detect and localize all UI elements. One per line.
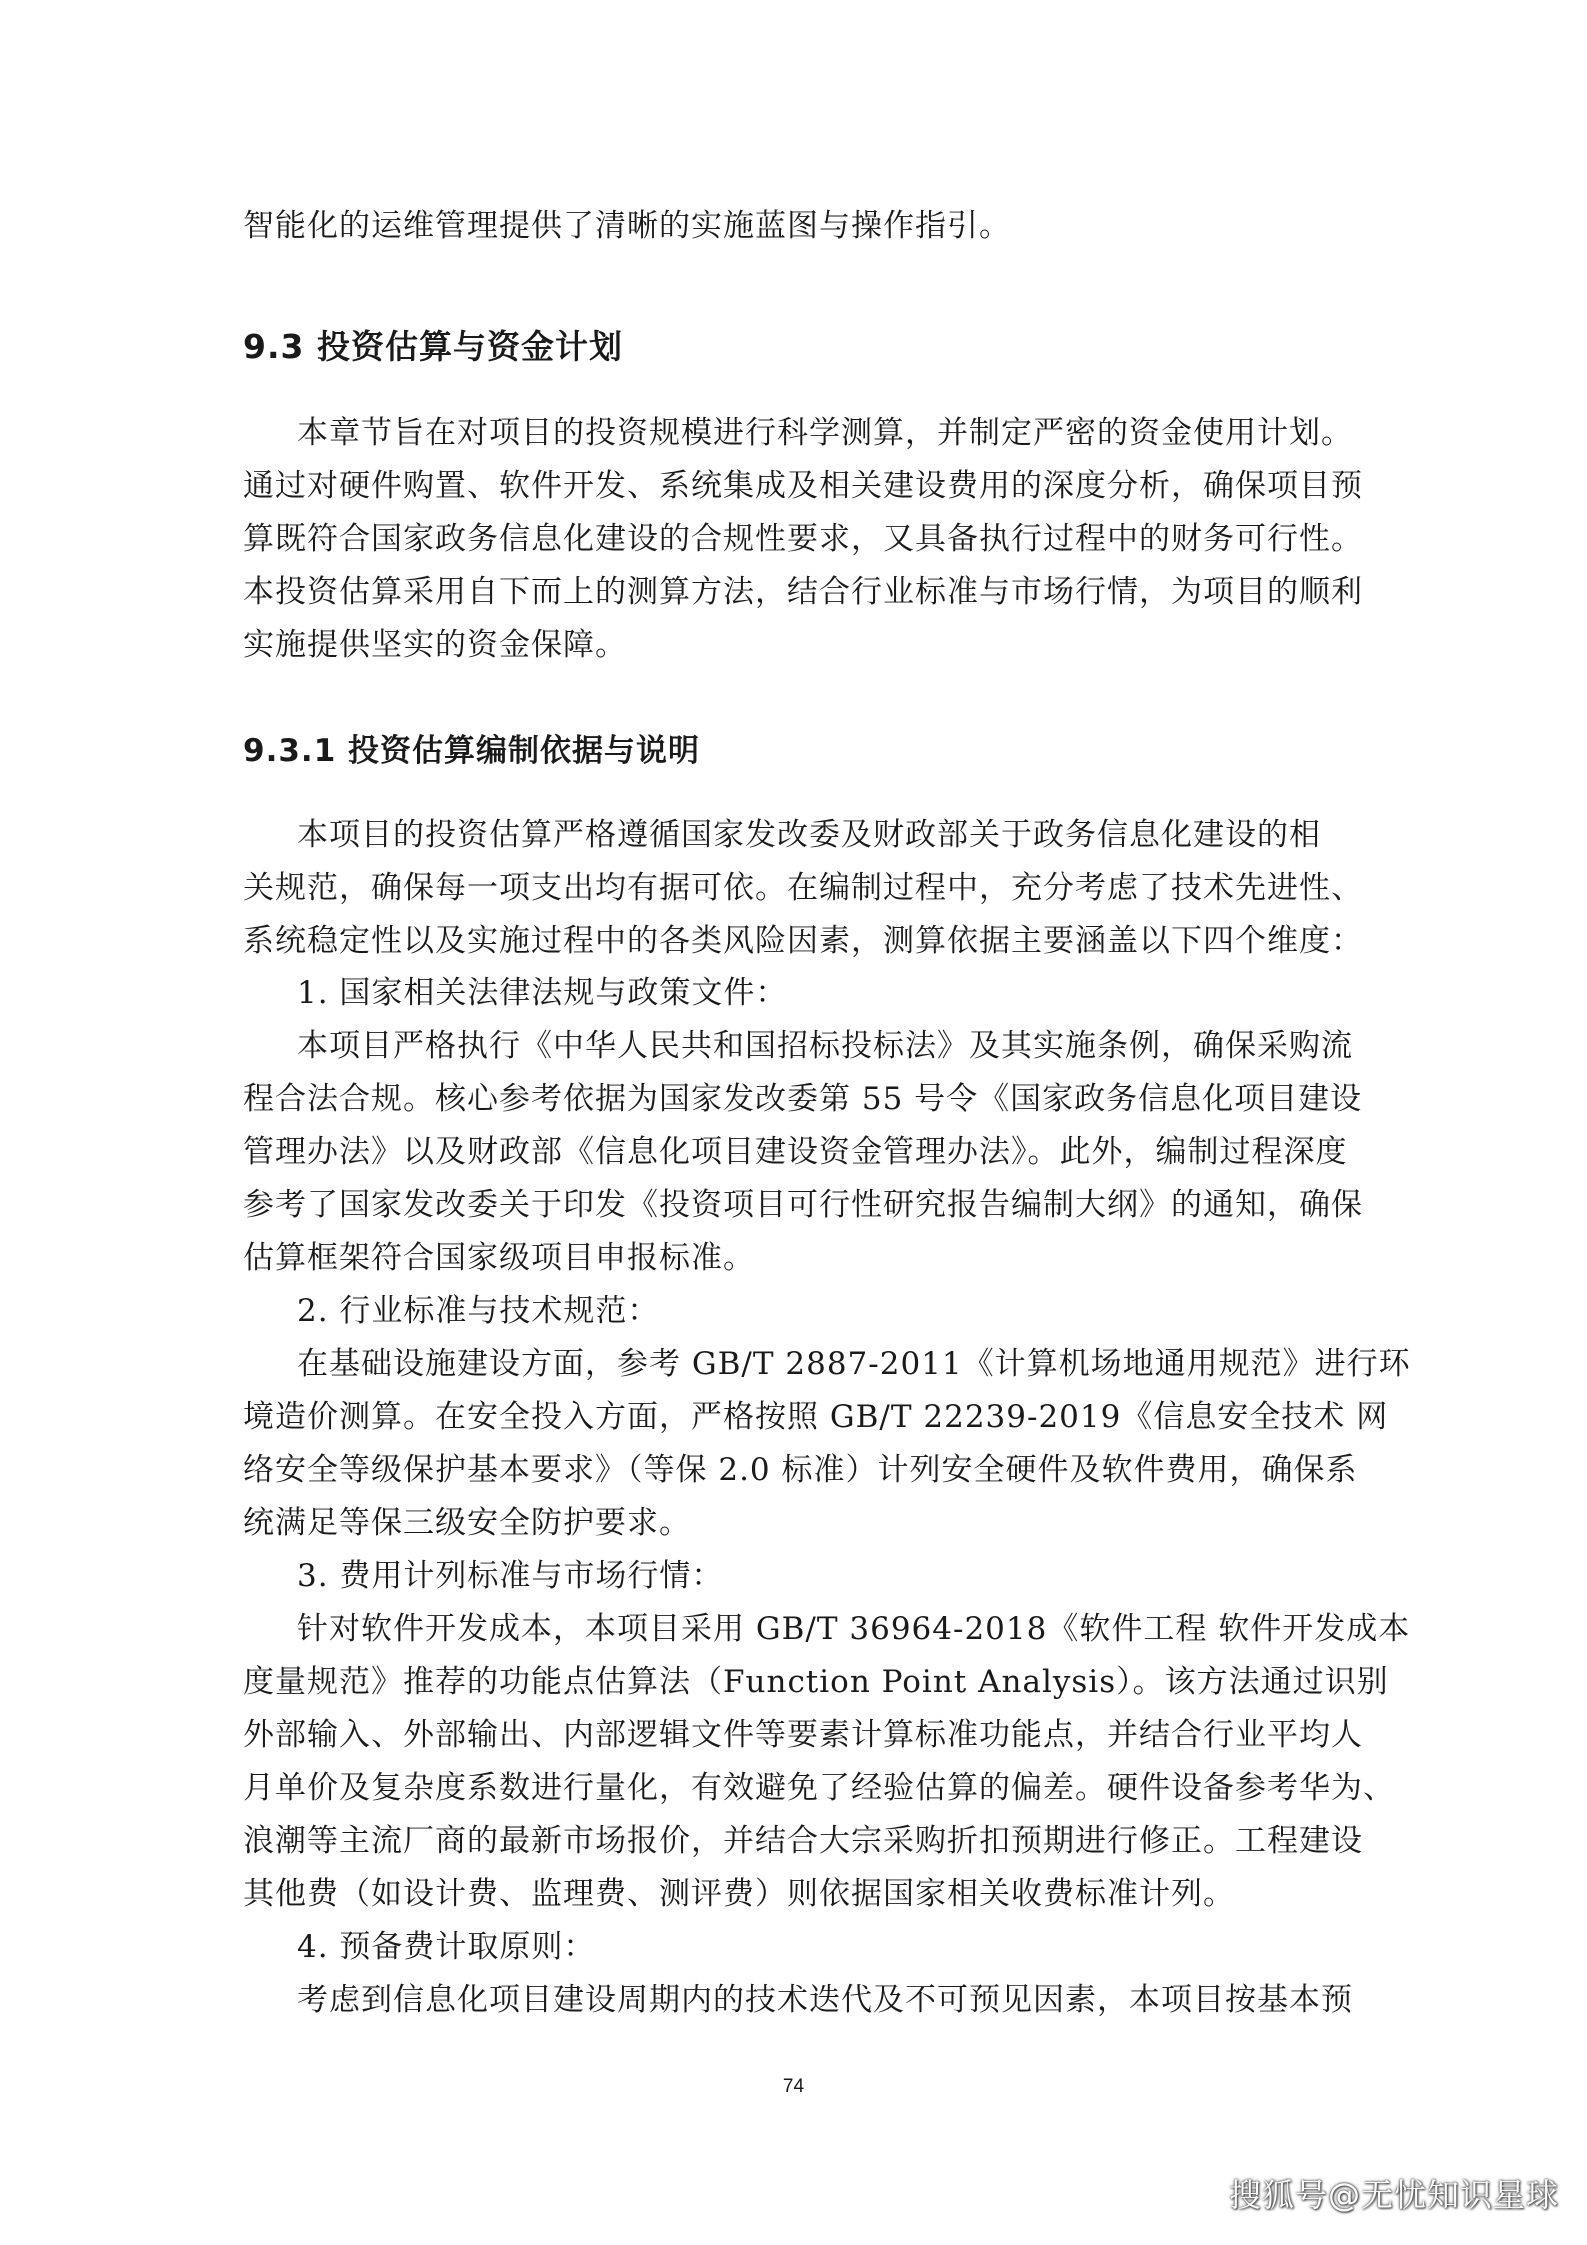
item-line: 程合法合规。核心参考依据为国家发改委第 55 号令《国家政务信息化项目建设: [243, 1081, 1363, 1117]
item-line: 其他费（如设计费、监理费、测评费）则依据国家相关收费标准计列。: [243, 1876, 1235, 1912]
paragraph-line: 实施提供坚实的资金保障。: [243, 627, 627, 663]
item-line: 外部输入、外部输出、内部逻辑文件等要素计算标准功能点，并结合行业平均人: [243, 1717, 1363, 1753]
paragraph-line: 关规范，确保每一项支出均有据可依。在编制过程中，充分考虑了技术先进性、: [243, 870, 1363, 906]
item-line: 管理办法》以及财政部《信息化项目建设资金管理办法》。此外，编制过程深度: [243, 1134, 1348, 1170]
item-line: 络安全等级保护基本要求》（等保 2.0 标准）计列安全硬件及软件费用，确保系: [243, 1452, 1358, 1488]
paragraph-line: 通过对硬件购置、软件开发、系统集成及相关建设费用的深度分析，确保项目预: [243, 468, 1363, 504]
item-line: 在基础设施建设方面，参考 GB/T 2887-2011《计算机场地通用规范》进行环: [297, 1346, 1411, 1382]
paragraph-line: 系统稳定性以及实施过程中的各类风险因素，测算依据主要涵盖以下四个维度：: [243, 923, 1363, 959]
item-line: 估算框架符合国家级项目申报标准。: [243, 1240, 755, 1276]
item-line: 度量规范》推荐的功能点估算法（Function Point Analysis）。该方法通过识别: [243, 1664, 1389, 1700]
item-line: 月单价及复杂度系数进行量化，有效避免了经验估算的偏差。硬件设备参考华为、: [243, 1770, 1395, 1806]
watermark: 搜狐号@无忧知识星球: [1228, 2176, 1559, 2214]
item-line: 浪潮等主流厂商的最新市场报价，并结合大宗采购折扣预期进行修正。工程建设: [243, 1823, 1363, 1859]
continuation-text: 智能化的运维管理提供了清晰的实施蓝图与操作指引。: [243, 208, 1011, 244]
item-line: 统满足等保三级安全防护要求。: [243, 1505, 691, 1541]
item-heading: 1. 国家相关法律法规与政策文件：: [297, 975, 788, 1011]
item-line: 针对软件开发成本，本项目采用 GB/T 36964-2018《软件工程 软件开发成本: [297, 1611, 1411, 1647]
section-9-3-1-title: 9.3.1 投资估算编制依据与说明: [243, 733, 701, 769]
item-line: 参考了国家发改委关于印发《投资项目可行性研究报告编制大纲》的通知，确保: [243, 1187, 1363, 1223]
page-number: 74: [782, 2076, 805, 2097]
item-line: 本项目严格执行《中华人民共和国招标投标法》及其实施条例，确保采购流: [297, 1028, 1353, 1064]
item-line: 考虑到信息化项目建设周期内的技术迭代及不可预见因素，本项目按基本预: [297, 1982, 1353, 2018]
paragraph-line: 本投资估算采用自下而上的测算方法，结合行业标准与市场行情，为项目的顺利: [243, 574, 1363, 610]
item-heading: 4. 预备费计取原则：: [297, 1929, 596, 1965]
item-heading: 3. 费用计列标准与市场行情：: [297, 1558, 724, 1594]
section-9-3-title: 9.3 投资估算与资金计划: [243, 327, 623, 366]
paragraph-line: 本章节旨在对项目的投资规模进行科学测算，并制定严密的资金使用计划。: [297, 415, 1353, 451]
item-line: 境造价测算。在安全投入方面，严格按照 GB/T 22239-2019《信息安全技术 网: [243, 1399, 1389, 1435]
paragraph-line: 算既符合国家政务信息化建设的合规性要求，又具备执行过程中的财务可行性。: [243, 521, 1363, 557]
item-heading: 2. 行业标准与技术规范：: [297, 1293, 660, 1329]
paragraph-line: 本项目的投资估算严格遵循国家发改委及财政部关于政务信息化建设的相: [297, 817, 1321, 853]
